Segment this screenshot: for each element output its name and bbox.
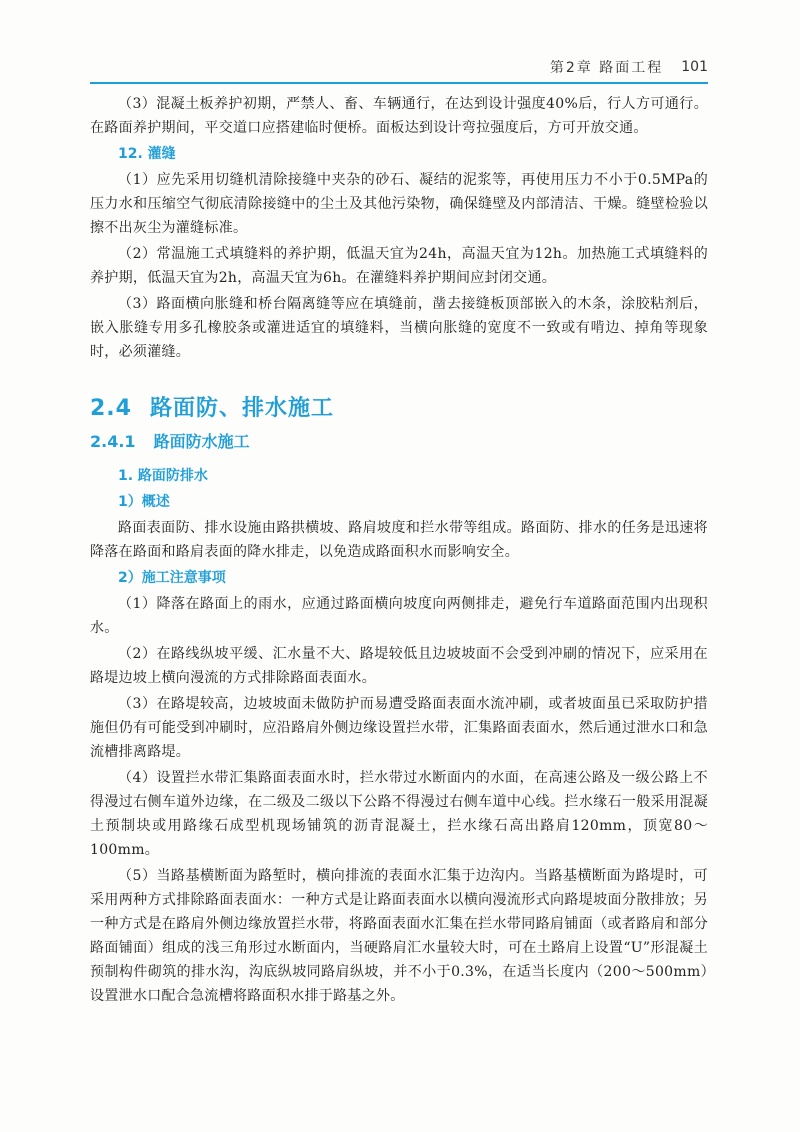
header-rule bbox=[90, 82, 708, 84]
page-body bbox=[90, 92, 708, 1010]
subheading-overview: 1）概述 bbox=[118, 494, 170, 510]
paragraph: （3）在路堤较高，边坡坡面未做防护而易遭受路面表面水流冲刷，或者坡面虽已采取防护措施但仍有可能受到冲刷时，应沿路肩外侧边缘设置拦水带，汇集路面表面水，然后通过泄水口和急流槽排离路堤。 bbox=[90, 696, 708, 760]
paragraph: （5）当路基横断面为路堑时，横向排流的表面水汇集于边沟内。当路基横断面为路堤时，可采用两种方式排除路面表面水：一种方式是让路面表面水以横向漫流形式向路堤坡面分散排放；另一种方式是在路肩外侧边缘放置拦水带，将路面表面水汇集在拦水带同路肩铺面（或者路肩和部分路面铺面）组成的浅三角形过水断面内，当硬路肩汇水量较大时，可在土路肩上设置“U”形混凝土预制构件砌筑的排水沟，沟底纵坡同路肩纵坡，并不小于0.3%，在适当长度内（200～500mm）设置泄水口配合急流槽将路面积水排于路基之外。 bbox=[90, 868, 708, 1004]
paragraph: （4）设置拦水带汇集路面表面水时，拦水带过水断面内的水面，在高速公路及一级公路上不得漫过右侧车道外边缘，在二级及二级以下公路不得漫过右侧车道中心线。拦水缘石一般采用混凝土预制块或用路缘石成型机现场铺筑的沥青混凝土，拦水缘石高出路肩120mm，顶宽80～100mm。 bbox=[90, 770, 708, 858]
paragraph: （2）在路线纵坡平缓、汇水量不大、路堤较低且边坡坡面不会受到冲刷的情况下，应采用在路堤边坡上横向漫流的方式排除路面表面水。 bbox=[90, 646, 708, 686]
subheading-grouting: 12. 灌缝 bbox=[118, 146, 176, 162]
paragraph: 路面表面防、排水设施由路拱横坡、路肩坡度和拦水带等组成。路面防、排水的任务是迅速将降落在路面和路肩表面的降水排走，以免造成路面积水而影响安全。 bbox=[90, 520, 708, 560]
paragraph: （1）应先采用切缝机清除接缝中夹杂的砂石、凝结的泥浆等，再使用压力不小于0.5MPa的压力水和压缩空气彻底清除接缝中的尘土及其他污染物，确保缝壁及内部清洁、干燥。缝壁检验以擦不出灰尘为灌缝标准。 bbox=[90, 172, 708, 236]
subsection-number: 2.4.1 bbox=[90, 432, 136, 451]
subsection-title: 路面防水施工 bbox=[153, 432, 250, 451]
page-number: 101 bbox=[681, 59, 708, 75]
paragraph: （3）路面横向胀缝和桥台隔离缝等应在填缝前，凿去接缝板顶部嵌入的木条，涂胶粘剂后，嵌入胀缝专用多孔橡胶条或灌进适宜的填缝料，当横向胀缝的宽度不一致或有啃边、掉角等现象时，必须灌缝。 bbox=[90, 296, 708, 360]
section-heading bbox=[90, 394, 708, 424]
running-header bbox=[90, 56, 708, 78]
section-number: 2.4 bbox=[90, 396, 132, 421]
chapter-title: 第2章 路面工程 bbox=[549, 60, 664, 76]
paragraph: （1）降落在路面上的雨水，应通过路面横向坡度向两侧排走，避免行车道路面范围内出现积水。 bbox=[90, 596, 708, 636]
paragraph: （3）混凝土板养护初期，严禁人、畜、车辆通行，在达到设计强度40%后，行人方可通行。在路面养护期间，平交道口应搭建临时便桥。面板达到设计弯拉强度后，方可开放交通。 bbox=[90, 96, 708, 136]
paragraph: （2）常温施工式填缝料的养护期，低温天宜为24h，高温天宜为12h。加热施工式填缝料的养护期，低温天宜为2h，高温天宜为6h。在灌缝料养护期间应封闭交通。 bbox=[90, 246, 708, 286]
subheading-construction-notes: 2）施工注意事项 bbox=[118, 570, 226, 586]
subheading-drainage: 1. 路面防排水 bbox=[118, 468, 208, 484]
section-title: 路面防、排水施工 bbox=[149, 396, 334, 421]
subsection-heading bbox=[90, 430, 708, 454]
